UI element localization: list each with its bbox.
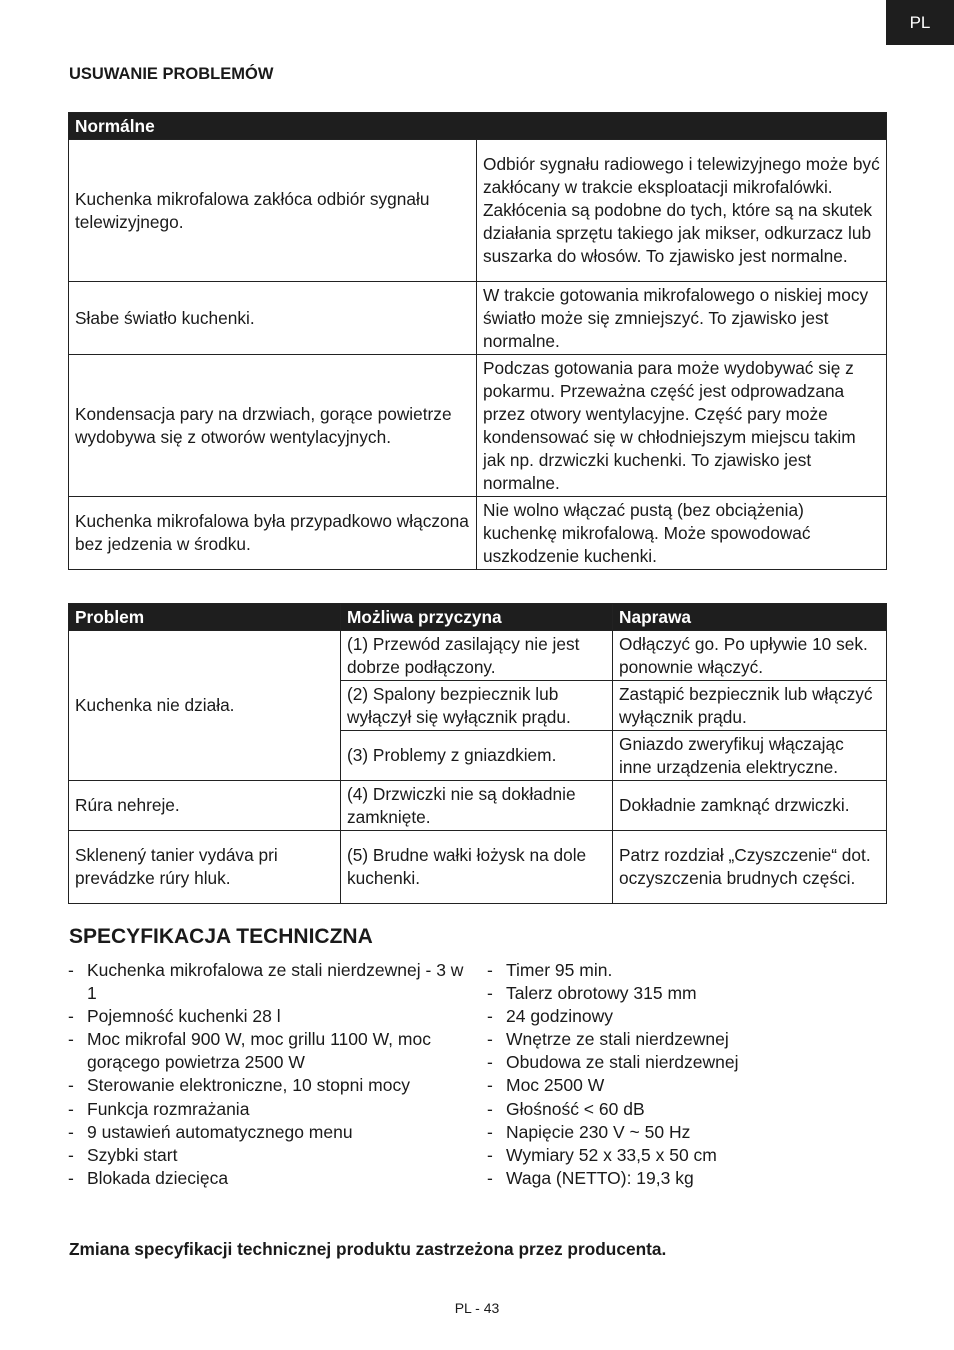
problem-table: [68, 603, 887, 904]
bullet-dash: -: [487, 1167, 493, 1188]
symptom-cell: Kondensacja pary na drzwiach, gorące powietrze wydobywa się z otworów wentylacyjnych.: [69, 355, 477, 497]
table-row: [69, 831, 887, 904]
list-item: [487, 1121, 867, 1144]
list-item: [68, 1074, 468, 1097]
list-item: [68, 1005, 468, 1028]
bullet-dash: -: [487, 1075, 493, 1096]
normal-table-header: Normálne: [69, 113, 887, 140]
explanation-cell: Podczas gotowania para może wydobywać się z pokarmu. Przeważna część jest odprowadzana przez otwory wentylacyjne. Część pary może kondensować się w chłodniejszym miejscu takim jak np. drzwiczki kuchenki. To zjawisko jest normalne.: [477, 355, 887, 497]
spec-list-right: [487, 959, 867, 1190]
bullet-dash: -: [487, 1144, 493, 1165]
list-item: [487, 1167, 867, 1190]
spec-text: 24 godzinowy: [506, 1006, 614, 1027]
bullet-dash: -: [68, 1121, 74, 1142]
column-header-cause: Możliwa przyczyna: [341, 604, 613, 631]
list-item: [487, 959, 867, 982]
spec-list-left: [68, 959, 468, 1190]
problem-cell: Rúra nehreje.: [69, 781, 341, 831]
table-header-row: [69, 604, 887, 631]
spec-text: Blokada dziecięca: [87, 1167, 229, 1188]
fix-cell: Patrz rozdział „Czyszczenie“ dot. oczyszczenia brudnych części.: [613, 831, 887, 904]
table-row: [69, 355, 887, 497]
list-item: [68, 1144, 468, 1167]
list-item: [68, 1098, 468, 1121]
spec-text: Napięcie 230 V ~ 50 Hz: [506, 1121, 691, 1142]
section-title-troubleshooting: USUWANIE PROBLEMÓW: [69, 65, 274, 83]
bullet-dash: -: [487, 1029, 493, 1050]
spec-text: Moc mikrofal 900 W, moc grillu 1100 W, moc gorącego powietrza 2500 W: [87, 1029, 431, 1073]
bullet-dash: -: [68, 1075, 74, 1096]
normal-behaviour-table: [68, 112, 887, 570]
spec-text: Talerz obrotowy 315 mm: [506, 983, 697, 1004]
list-item: [487, 1028, 867, 1051]
bullet-dash: -: [487, 960, 493, 980]
bullet-dash: -: [487, 1006, 493, 1027]
bullet-dash: -: [487, 983, 493, 1004]
spec-text: 9 ustawień automatycznego menu: [87, 1121, 353, 1142]
cause-cell: (5) Brudne wałki łożysk na dole kuchenki.: [341, 831, 613, 904]
page-number: PL - 43: [454, 1300, 500, 1316]
list-item: [68, 1167, 468, 1190]
section-title-specs: SPECYFIKACJA TECHNICZNA: [69, 925, 373, 948]
bullet-dash: -: [68, 1144, 74, 1165]
table-row: [69, 781, 887, 831]
bullet-dash: -: [68, 1006, 74, 1027]
explanation-cell: Nie wolno włączać pustą (bez obciążenia) kuchenkę mikrofalową. Może spowodować uszkodzenie kuchenki.: [477, 497, 887, 570]
cause-cell: (4) Drzwiczki nie są dokładnie zamknięte.: [341, 781, 613, 831]
list-item: [487, 1005, 867, 1028]
spec-text: Funkcja rozmrażania: [87, 1098, 250, 1119]
problem-cell: Kuchenka nie działa.: [69, 631, 341, 781]
spec-text: Waga (NETTO): 19,3 kg: [506, 1167, 694, 1188]
spec-text: Szybki start: [87, 1144, 178, 1165]
list-item: [68, 1121, 468, 1144]
spec-text: Wymiary 52 x 33,5 x 50 cm: [506, 1144, 717, 1165]
spec-text: Wnętrze ze stali nierdzewnej: [506, 1029, 729, 1050]
problem-cell: Sklenený tanier vydáva pri prevádzke rúry hluk.: [69, 831, 341, 904]
bullet-dash: -: [487, 1121, 493, 1142]
cause-cell: (2) Spalony bezpiecznik lub wyłączył się wyłącznik prądu.: [341, 681, 613, 731]
language-tab: PL: [886, 0, 954, 45]
column-header-fix: Naprawa: [613, 604, 887, 631]
symptom-cell: Słabe światło kuchenki.: [69, 282, 477, 355]
bullet-dash: -: [487, 1098, 493, 1119]
bullet-dash: -: [68, 1167, 74, 1188]
list-item: [68, 1028, 468, 1074]
symptom-cell: Kuchenka mikrofalowa była przypadkowo włączona bez jedzenia w środku.: [69, 497, 477, 570]
explanation-cell: W trakcie gotowania mikrofalowego o niskiej mocy światło może się zmniejszyć. To zjawisko jest normalne.: [477, 282, 887, 355]
bullet-dash: -: [68, 960, 74, 980]
list-item: [487, 1098, 867, 1121]
table-row: [69, 140, 887, 282]
fix-cell: Odłączyć go. Po upływie 10 sek. ponownie włączyć.: [613, 631, 887, 681]
column-header-problem: Problem: [69, 604, 341, 631]
table-row: [69, 282, 887, 355]
fix-cell: Gniazdo zweryfikuj włączając inne urządzenia elektryczne.: [613, 731, 887, 781]
symptom-cell: Kuchenka mikrofalowa zakłóca odbiór sygnału telewizyjnego.: [69, 140, 477, 282]
bullet-dash: -: [68, 1098, 74, 1119]
list-item: [68, 959, 468, 1005]
fix-cell: Zastąpić bezpiecznik lub włączyć wyłącznik prądu.: [613, 681, 887, 731]
bullet-dash: -: [68, 1029, 74, 1050]
list-item: [487, 1144, 867, 1167]
spec-text: Kuchenka mikrofalowa ze stali nierdzewnej - 3 w 1: [87, 960, 464, 1004]
bullet-dash: -: [487, 1052, 493, 1073]
cause-cell: (3) Problemy z gniazdkiem.: [341, 731, 613, 781]
explanation-cell: Odbiór sygnału radiowego i telewizyjnego może być zakłócany w trakcie eksploatacji mikrofalówki. Zakłócenia są podobne do tych, które są na skutek działania sprzętu takiego jak mikser, odkurzacz lub suszarka do włosów. To zjawisko jest normalne.: [477, 140, 887, 282]
spec-text: Moc 2500 W: [506, 1075, 605, 1096]
spec-text: Pojemność kuchenki 28 l: [87, 1006, 281, 1027]
spec-text: Timer 95 min.: [506, 960, 613, 980]
spec-text: Obudowa ze stali nierdzewnej: [506, 1052, 739, 1073]
table-row: [69, 497, 887, 570]
fix-cell: Dokładnie zamknąć drzwiczki.: [613, 781, 887, 831]
list-item: [487, 1051, 867, 1074]
spec-text: Sterowanie elektroniczne, 10 stopni mocy: [87, 1075, 410, 1096]
cause-cell: (1) Przewód zasilający nie jest dobrze podłączony.: [341, 631, 613, 681]
specification-change-note: Zmiana specyfikacji technicznej produktu zastrzeżona przez producenta.: [69, 1239, 667, 1259]
spec-text: Głośność < 60 dB: [506, 1098, 645, 1119]
table-row: [69, 631, 887, 681]
list-item: [487, 982, 867, 1005]
list-item: [487, 1074, 867, 1097]
table-header-row: [69, 113, 887, 140]
